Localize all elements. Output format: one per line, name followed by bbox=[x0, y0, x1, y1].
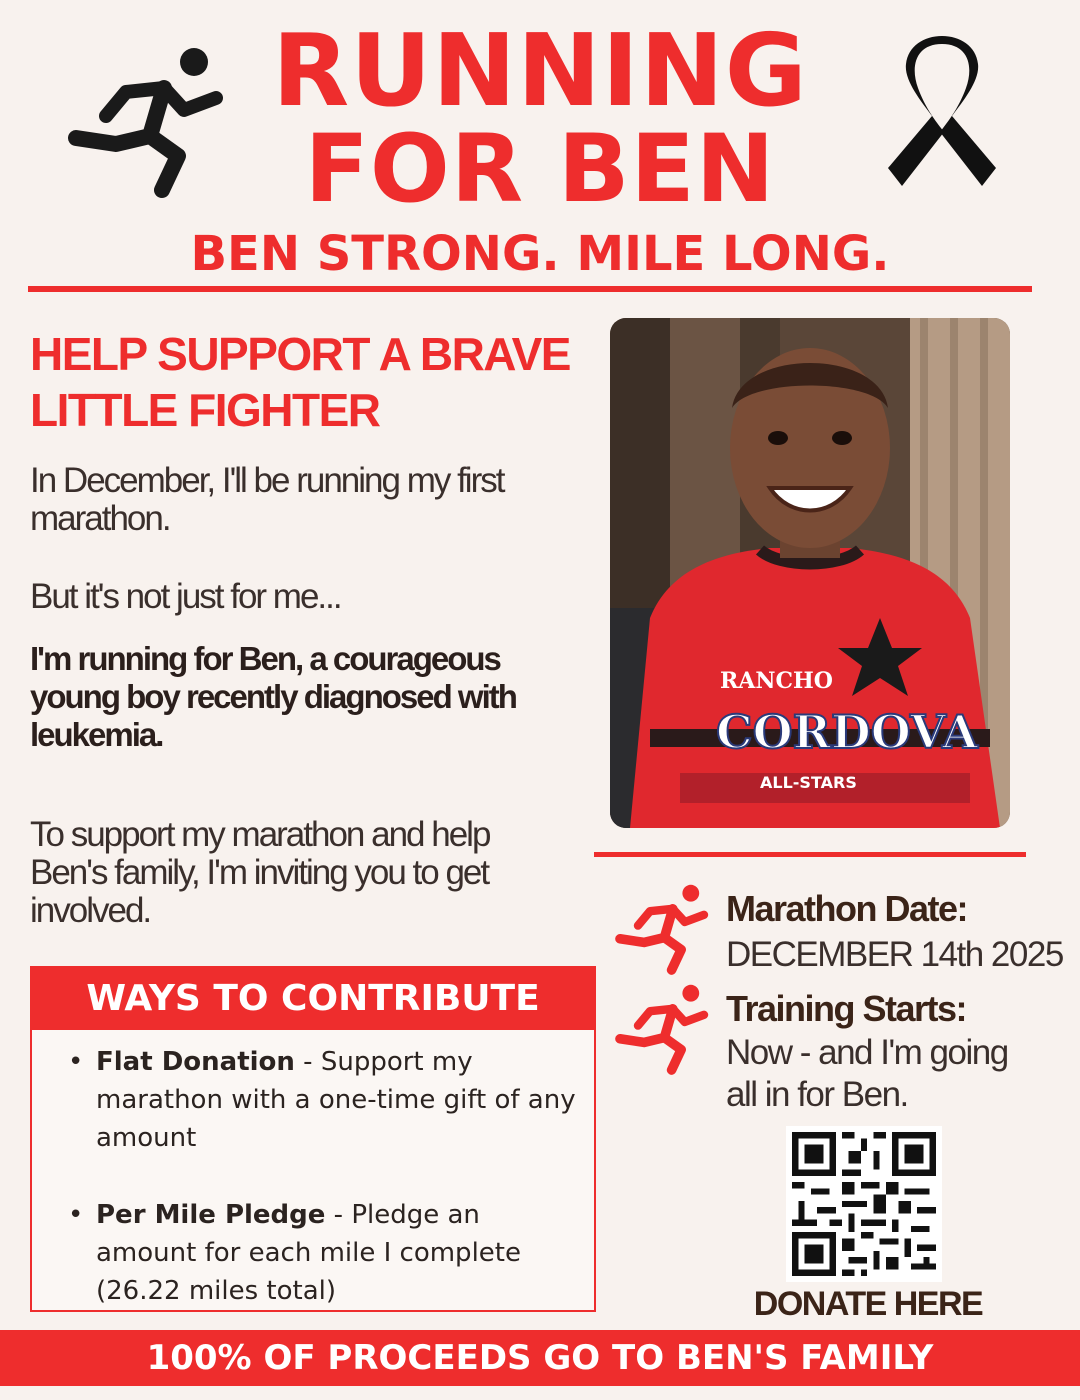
shirt-text-bottom: ALL-STARS bbox=[760, 773, 857, 792]
intro-paragraph-1: In December, I'll be running my first marathon. bbox=[30, 461, 504, 538]
bullet: • bbox=[68, 1047, 84, 1077]
intro-paragraph-2: But it's not just for me... bbox=[30, 577, 341, 616]
footer-banner: 100% OF PROCEEDS GO TO BEN'S FAMILY bbox=[0, 1330, 1080, 1386]
contribute-item bbox=[68, 1043, 580, 1157]
contribute-item-title: Per Mile Pledge bbox=[96, 1200, 326, 1230]
tagline: BEN STRONG. MILE LONG. bbox=[190, 226, 890, 282]
runner-icon bbox=[612, 880, 712, 976]
shirt-text-main: CORDOVA bbox=[716, 705, 978, 759]
shirt-text-top: RANCHO bbox=[720, 668, 833, 694]
bullet: • bbox=[68, 1200, 84, 1230]
intro-paragraph-4: To support my marathon and help Ben's family, I'm inviting you to get involved. bbox=[30, 815, 490, 930]
ben-photo bbox=[610, 318, 1010, 828]
contribute-item-title: Flat Donation bbox=[96, 1047, 295, 1077]
contribute-item-desc: - Support my marathon with a one-time gift of any amount bbox=[96, 1047, 576, 1153]
contribute-heading: WAYS TO CONTRIBUTE bbox=[30, 966, 596, 1030]
training-start-value: Now - and I'm going all in for Ben. bbox=[726, 1033, 1008, 1114]
contribute-item-desc: - Pledge an amount for each mile I complete (26.22 miles total) bbox=[96, 1200, 521, 1306]
training-start-label: Training Starts: bbox=[726, 988, 967, 1029]
title-line-1: RUNNING bbox=[272, 12, 808, 129]
runner-icon bbox=[612, 980, 712, 1076]
contribute-item bbox=[68, 1196, 580, 1310]
title-line-2: FOR BEN bbox=[304, 115, 776, 224]
marathon-date-label: Marathon Date: bbox=[726, 888, 968, 929]
marathon-date-value: DECEMBER 14th 2025 bbox=[726, 935, 1063, 974]
qr-code-icon[interactable] bbox=[786, 1126, 942, 1282]
intro-paragraph-3: I'm running for Ben, a courageous young boy recently diagnosed with leukemia. bbox=[30, 640, 516, 753]
header-divider bbox=[28, 286, 1032, 292]
photo-divider bbox=[594, 852, 1026, 857]
headline: HELP SUPPORT A BRAVE LITTLE FIGHTER bbox=[30, 328, 570, 436]
donate-label: DONATE HERE bbox=[753, 1285, 983, 1323]
